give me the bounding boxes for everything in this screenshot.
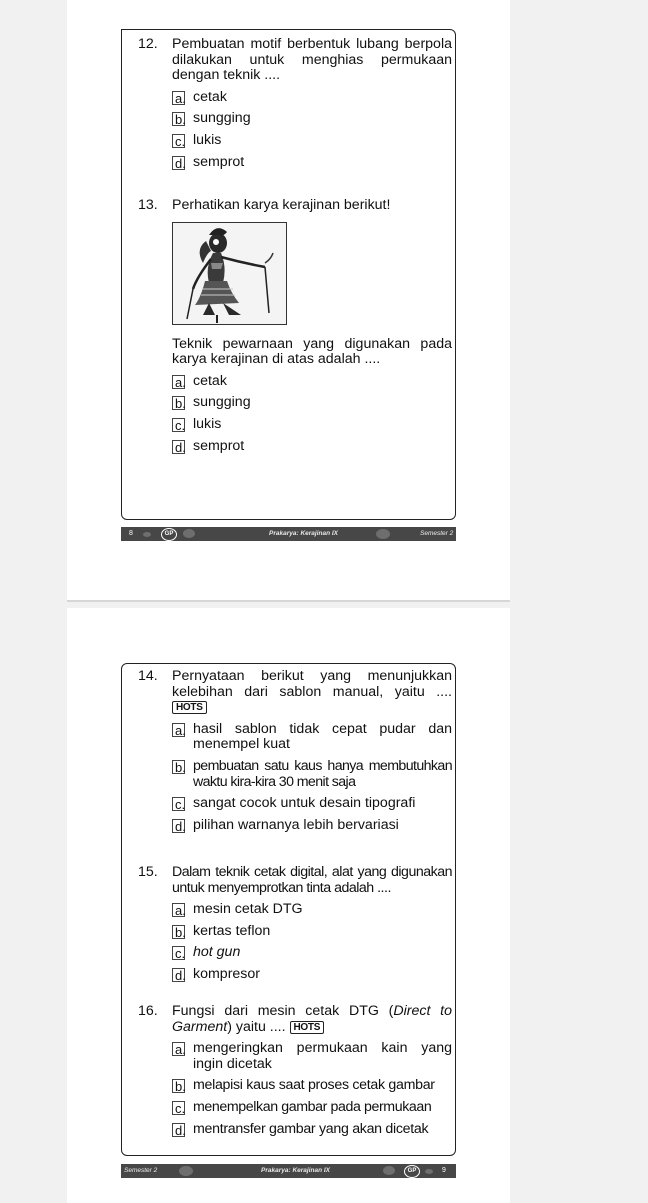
question-text: Dalam teknik cetak digital, alat yang digunakan untuk menyemprotkan tinta adalah .... (172, 864, 452, 896)
option-d[interactable]: d. semprot (172, 439, 452, 455)
options-list (172, 902, 452, 982)
question-intro: Perhatikan karya kerajinan berikut! (172, 197, 391, 213)
question-13 (138, 198, 452, 460)
page-9 (67, 608, 510, 1203)
question-text: Fungsi dari mesin cetak DTG (Direct to Garment) yaitu .... HOTS (172, 1003, 452, 1035)
options-list (172, 374, 452, 454)
option-c[interactable]: c. lukis (172, 133, 452, 149)
question-12 (138, 37, 452, 176)
option-b[interactable]: b. melapisi kaus saat proses cetak gambar (172, 1078, 452, 1094)
question-text: Pembuatan motif berbentuk lubang berpola dilakukan untuk menghias permukaan dengan teknik .... (172, 36, 452, 84)
option-b[interactable]: b. kertas teflon (172, 924, 452, 940)
question-number: 13. (138, 197, 158, 213)
option-a[interactable]: a. mesin cetak DTG (172, 902, 452, 918)
decor-bubble (425, 1169, 433, 1174)
question-text: Teknik pewarnaan yang digunakan pada karya kerajinan di atas adalah .... (172, 335, 452, 368)
decor-bubble (383, 1166, 395, 1175)
option-c[interactable]: c. hot gun (172, 945, 452, 961)
question-text: Pernyataan berikut yang menunjukkan kelebihan dari sablon manual, yaitu .... HOTS (172, 668, 452, 714)
decor-bubble (143, 532, 151, 537)
question-number: 16. (138, 1003, 158, 1019)
option-a[interactable]: a. cetak (172, 90, 452, 106)
page-number: 8 (129, 530, 133, 537)
option-a[interactable]: a. mengeringkan permukaan kain yang ingin dicetak (172, 1041, 452, 1072)
option-d[interactable]: d. semprot (172, 155, 452, 171)
option-b[interactable]: b. sungging (172, 111, 452, 127)
options-list (172, 722, 452, 834)
option-a[interactable]: a. hasil sablon tidak cepat pudar dan menempel kuat (172, 722, 452, 753)
page-number: 9 (442, 1167, 446, 1174)
footer-semester: Semester 2 (124, 1167, 158, 1174)
question-16 (138, 1004, 452, 1143)
decor-bubble (376, 529, 390, 539)
question-number: 12. (138, 36, 158, 52)
option-c[interactable]: c. sangat cocok untuk desain tipografi (172, 796, 452, 812)
page-separator (67, 600, 510, 602)
hots-badge: HOTS (172, 701, 207, 714)
page-8 (67, 0, 510, 600)
question-box (121, 663, 456, 1156)
wayang-puppet-image (172, 222, 287, 325)
option-d[interactable]: d. mentransfer gambar yang akan dicetak (172, 1122, 452, 1138)
option-c[interactable]: c. lukis (172, 417, 452, 433)
footer-title: Prakarya: Kerajinan IX (269, 530, 339, 537)
options-list (172, 90, 452, 170)
option-b[interactable]: b. pembuatan satu kaus hanya membutuhkan waktu kira-kira 30 menit saja (172, 759, 452, 790)
decor-bubble (179, 1166, 193, 1176)
question-14 (138, 669, 452, 839)
footer-semester: Semester 2 (420, 530, 454, 537)
page-footer (121, 1164, 456, 1178)
page-footer (121, 527, 456, 541)
question-box (121, 29, 456, 520)
decor-bubble (183, 529, 195, 538)
gp-logo-icon: GP (161, 528, 177, 541)
option-d[interactable]: d. kompresor (172, 967, 452, 983)
option-a[interactable]: a. cetak (172, 374, 452, 390)
options-list (172, 1041, 452, 1137)
footer-title: Prakarya: Kerajinan IX (261, 1167, 331, 1174)
option-c[interactable]: c. menempelkan gambar pada permukaan (172, 1100, 452, 1116)
question-15 (138, 865, 452, 989)
hots-badge: HOTS (290, 1021, 325, 1034)
question-number: 15. (138, 864, 158, 880)
gp-logo-icon: GP (404, 1165, 420, 1178)
option-d[interactable]: d. pilihan warnanya lebih bervariasi (172, 818, 452, 834)
question-number: 14. (138, 668, 158, 684)
option-b[interactable]: b. sungging (172, 395, 452, 411)
